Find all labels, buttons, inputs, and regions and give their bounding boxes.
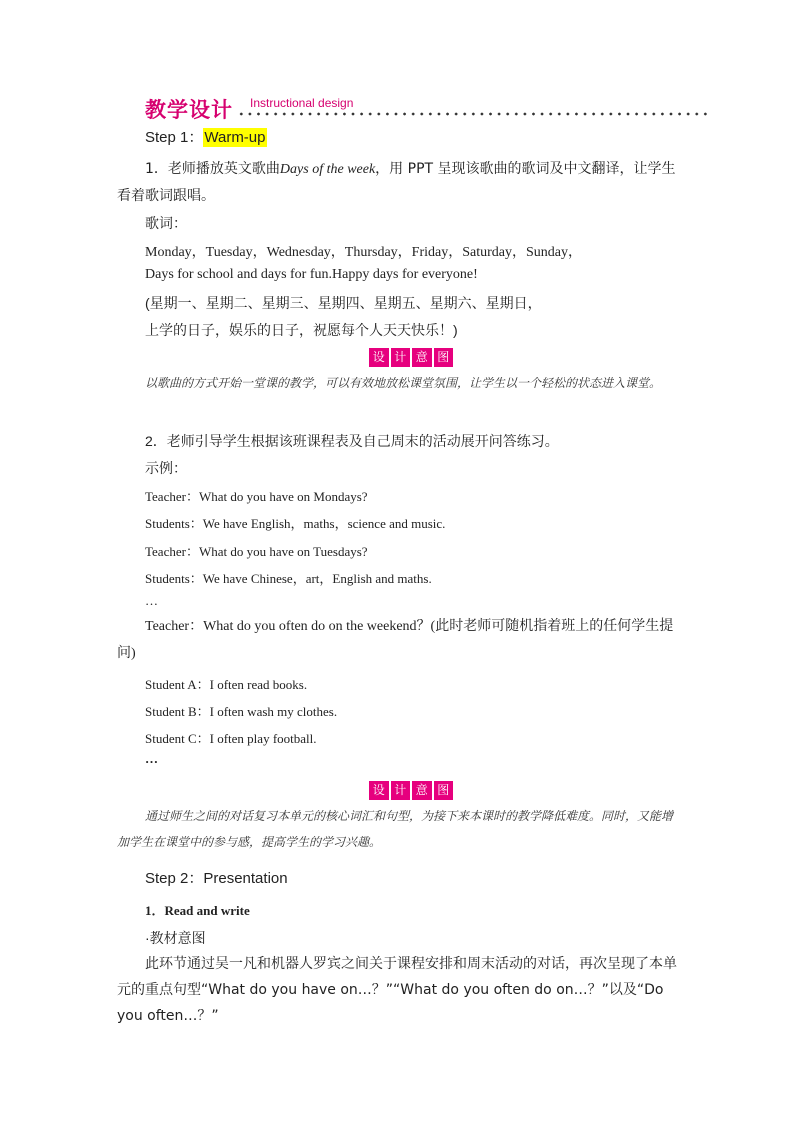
answers-ellipsis: …: [145, 751, 158, 766]
badge-char: 图: [434, 781, 454, 800]
step1-heading: [145, 126, 267, 147]
lyrics-line-2: Days for school and days for fun.Happy days for everyone!: [145, 267, 478, 282]
item1-lead: 1．老师播放英文歌曲: [145, 161, 280, 177]
dialogue-ellipsis: …: [145, 593, 158, 608]
badge-char: 意: [412, 781, 432, 800]
badge-char: 计: [391, 781, 411, 800]
design-intent-text-2: 通过师生之间的对话复习本单元的核心词汇和句型，为接下来本课时的教学降低难度。同时，又能增加学生在课堂中的参与感，提高学生的学习兴趣。: [117, 809, 674, 849]
step1-highlight: Warm-up: [204, 129, 266, 146]
item1-rest: ，用 PPT 呈现该歌曲的歌词及中文翻译，让学生看着歌词跟唱。: [117, 161, 676, 204]
dialogue-line: Teacher：What do you have on Tuesdays?: [145, 544, 368, 559]
dialogue-line: Teacher：What do you have on Mondays?: [145, 489, 368, 504]
lyrics-label: 歌词：: [145, 215, 187, 231]
item2-lead: 2．老师引导学生根据该班课程表及自己周末的活动展开问答练习。: [145, 433, 559, 449]
weekend-question-text: Teacher：What do you often do on the weekend？(此时老师可随机指着班上的任何学生提问): [117, 619, 674, 661]
section-title: 教学设计: [145, 98, 233, 122]
step2-heading: Step 2：Presentation: [145, 870, 288, 887]
step2-subheading: 1．Read and write: [145, 903, 250, 918]
badge-char: 设: [369, 781, 389, 800]
design-intent-badge: [369, 781, 453, 800]
student-answer: Student A：I often read books.: [145, 677, 308, 692]
material-paragraph: [117, 951, 679, 1029]
weekend-question: [117, 613, 679, 667]
translation-line-2: 上学的日子，娱乐的日子，祝愿每个人天天快乐！): [145, 322, 458, 338]
dialogue-line: Students：We have Chinese，art，English and maths.: [145, 571, 432, 586]
lyrics-line-1: Monday，Tuesday，Wednesday，Thursday，Friday，Saturday，Sunday，: [145, 245, 582, 260]
badge-char: 意: [412, 348, 432, 367]
badge-char: 图: [434, 348, 454, 367]
translation-line-1: (星期一、星期二、星期三、星期四、星期五、星期六、星期日，: [145, 295, 542, 311]
step1-prefix: Step 1：: [145, 129, 204, 146]
dialogue-line: Students：We have English，maths，science and music.: [145, 516, 446, 531]
dotted-divider: [237, 112, 707, 116]
student-answer: Student B：I often wash my clothes.: [145, 704, 338, 719]
badge-char: 设: [369, 348, 389, 367]
example-label: 示例：: [145, 460, 187, 476]
design-intent-badge: [369, 348, 453, 367]
student-answer: Student C：I often play football.: [145, 731, 317, 746]
material-text: 此环节通过吴一凡和机器人罗宾之间关于课程安排和周末活动的对话，再次呈现了本单元的重点句型“What do you have on…？”“What do you often do on…？”以及“Do you often…？”: [117, 956, 677, 1024]
section-subtitle: Instructional design: [250, 96, 354, 110]
material-label: ·教材意图: [145, 930, 206, 946]
badge-char: 计: [391, 348, 411, 367]
design-intent-text-1: 以歌曲的方式开始一堂课的教学，可以有效地放松课堂氛围，让学生以一个轻松的状态进入课堂。: [145, 376, 662, 390]
song-title: Days of the week: [279, 162, 376, 177]
item1-paragraph: [117, 156, 679, 209]
